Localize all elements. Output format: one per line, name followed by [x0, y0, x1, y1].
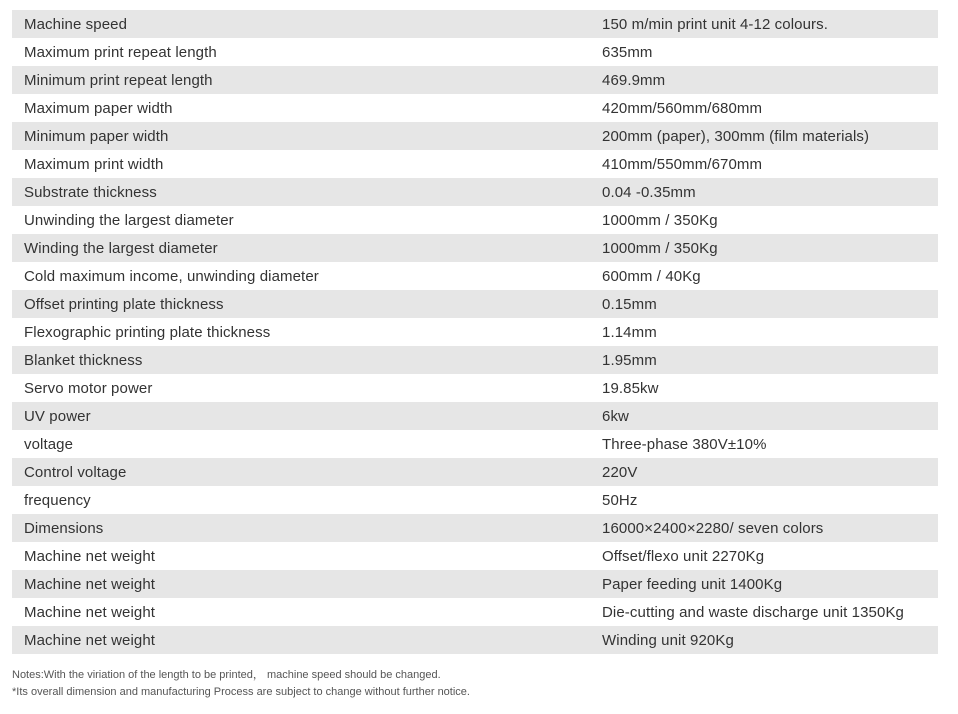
spec-value: 150 m/min print unit 4-12 colours. — [602, 15, 829, 33]
spec-label: Maximum print repeat length — [24, 43, 217, 61]
spec-label: Cold maximum income, unwinding diameter — [24, 267, 319, 285]
table-row — [12, 458, 938, 486]
note-dimensions: *Its overall dimension and manufacturing Process are subject to change without further notice. — [12, 686, 470, 698]
spec-label: Maximum print width — [24, 155, 164, 173]
table-row — [12, 262, 938, 290]
table-row — [12, 542, 938, 570]
spec-value: Offset/flexo unit 2270Kg — [602, 547, 765, 565]
spec-label: Servo motor power — [24, 379, 153, 397]
table-row — [12, 122, 938, 150]
spec-label: Offset printing plate thickness — [24, 295, 224, 313]
spec-label: Unwinding the largest diameter — [24, 211, 234, 229]
spec-value: Winding unit 920Kg — [602, 631, 734, 649]
spec-value: 1.95mm — [602, 351, 657, 369]
table-row — [12, 402, 938, 430]
table-row — [12, 514, 938, 542]
spec-label: Blanket thickness — [24, 351, 143, 369]
spec-value: 50Hz — [602, 491, 638, 509]
footnotes — [12, 667, 470, 701]
spec-label: Machine net weight — [24, 631, 156, 649]
table-row — [12, 178, 938, 206]
table-row — [12, 486, 938, 514]
table-row — [12, 430, 938, 458]
table-row — [12, 94, 938, 122]
spec-value: 469.9mm — [602, 71, 666, 89]
spec-value: 1000mm / 350Kg — [602, 239, 718, 257]
spec-value: 410mm/550mm/670mm — [602, 155, 763, 173]
spec-label: Machine net weight — [24, 603, 156, 621]
spec-value: 200mm (paper), 300mm (film materials) — [602, 127, 870, 145]
spec-value: 635mm — [602, 43, 653, 61]
spec-value: Paper feeding unit 1400Kg — [602, 575, 783, 593]
note-speed: Notes:With the viriation of the length to be printed， machine speed should be changed. — [12, 669, 441, 681]
spec-label: Substrate thickness — [24, 183, 157, 201]
table-row — [12, 38, 938, 66]
spec-label: UV power — [24, 407, 91, 425]
spec-value: 0.04 -0.35mm — [602, 183, 696, 201]
spec-value: Die-cutting and waste discharge unit 1350Kg — [602, 603, 904, 621]
spec-label: Dimensions — [24, 519, 104, 537]
spec-value: 0.15mm — [602, 295, 657, 313]
table-row — [12, 374, 938, 402]
spec-value: 19.85kw — [602, 379, 659, 397]
table-row — [12, 598, 938, 626]
spec-value: 16000×2400×2280/ seven colors — [602, 519, 824, 537]
spec-label: Machine speed — [24, 15, 128, 33]
spec-label: Maximum paper width — [24, 99, 173, 117]
spec-value: 6kw — [602, 407, 629, 425]
table-row — [12, 570, 938, 598]
table-row — [12, 318, 938, 346]
table-row — [12, 346, 938, 374]
spec-label: Machine net weight — [24, 547, 156, 565]
table-row — [12, 66, 938, 94]
table-row — [12, 626, 938, 654]
table-row — [12, 234, 938, 262]
spec-label: Winding the largest diameter — [24, 239, 218, 257]
table-row — [12, 150, 938, 178]
spec-value: 1.14mm — [602, 323, 657, 341]
spec-label: frequency — [24, 491, 91, 509]
spec-value: 600mm / 40Kg — [602, 267, 701, 285]
table-row — [12, 290, 938, 318]
spec-value: 1000mm / 350Kg — [602, 211, 718, 229]
spec-value: 420mm/560mm/680mm — [602, 99, 763, 117]
spec-label: Control voltage — [24, 463, 127, 481]
spec-label: Machine net weight — [24, 575, 156, 593]
spec-table — [12, 10, 938, 654]
table-row — [12, 206, 938, 234]
table-row — [12, 10, 938, 38]
spec-value: 220V — [602, 463, 638, 481]
spec-label: Flexographic printing plate thickness — [24, 323, 271, 341]
spec-value: Three-phase 380V±10% — [602, 435, 767, 453]
spec-label: Minimum print repeat length — [24, 71, 213, 89]
spec-label: voltage — [24, 435, 74, 453]
spec-label: Minimum paper width — [24, 127, 169, 145]
